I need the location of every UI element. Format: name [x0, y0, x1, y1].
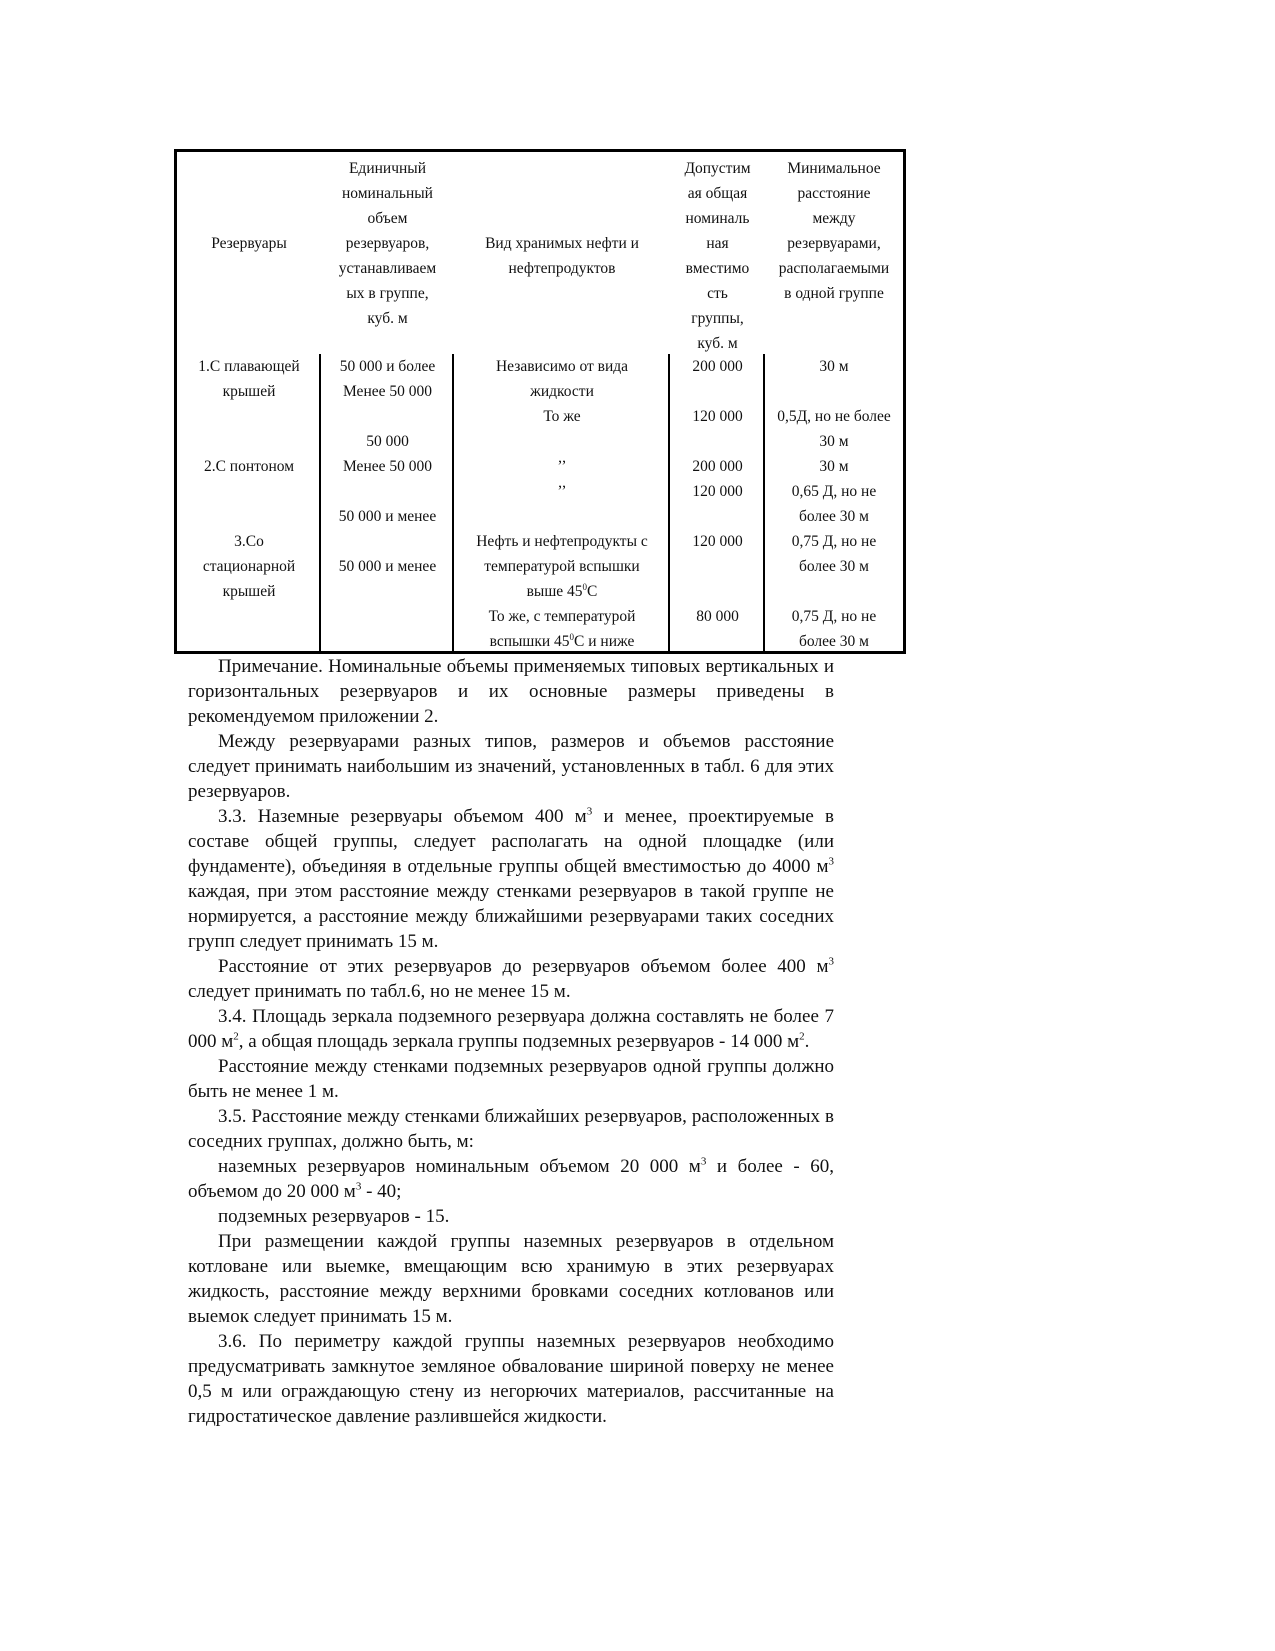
cell-volume: 50 000 и более — [339, 358, 436, 375]
cell-product: жидкости — [530, 383, 594, 400]
cell-product: ’’ — [557, 483, 567, 500]
cell-volume: 50 000 — [366, 433, 409, 450]
cell-distance: более 30 м — [799, 558, 869, 575]
column-tanks — [177, 152, 321, 651]
cell-product: вспышки $45^0С$ и ниже — [489, 631, 635, 650]
paragraph: При размещении каждой группы наземных резервуаров в отдельном котловане или выемке, вмещающим всю хранимую в этих резервуарах жидкость, расстояние между верхними бровками соседних котлованов или выемок следует принимать 15 м. — [188, 1231, 834, 1327]
col3-body — [454, 354, 670, 654]
cell-distance: 0,65 Д, но не — [791, 483, 877, 500]
cell-volume: 50 000 и менее — [338, 508, 437, 525]
cell-capacity: 200 000 — [692, 458, 743, 475]
cell-capacity: 200 000 — [692, 358, 743, 375]
header-unit-volume: Единичный номинальный объем резервуаров, устанавливаем ых в группе, куб. м — [338, 160, 437, 327]
cell-distance: 30 м — [819, 433, 849, 450]
section-3-6: 3.6. По периметру каждой группы наземных резервуаров необходимо предусматривать замкнутое земляное обвалование шириной поверху не менее 0,5 м или ограждающую стену из негорючих материалов, рассчитанные на гидростатическое давление разлившейся жидкости. — [188, 1331, 834, 1427]
paragraph: Между резервуарами разных типов, размеров и объемов расстояние следует принимать наибольшим из значений, установленных в табл. 6 для этих резервуаров. — [188, 731, 834, 802]
cell-product: Нефть и нефтепродукты с — [476, 533, 648, 550]
paragraph: Расстояние от этих резервуаров до резервуаров объемом более 400 $м^3$ следует принимать по табл.6, но не менее 15 м. — [188, 955, 834, 1002]
column-total-capacity — [670, 152, 765, 651]
cell-product: температурой вспышки — [484, 558, 640, 575]
cell-pontoon: 2.С понтоном — [203, 458, 295, 475]
col5-body — [765, 354, 903, 654]
paragraph: подземных резервуаров - 15. — [218, 1206, 450, 1227]
cell-capacity: 80 000 — [696, 608, 739, 625]
cell-distance: 0,5Д, но не более — [777, 408, 891, 425]
cell-volume: Менее 50 000 — [342, 458, 432, 475]
cell-fixed-roof-3: крышей — [222, 583, 276, 600]
section-3-3: 3.3. Наземные резервуары объемом 400 $м^3$ и менее, проектируемые в составе общей группы, следует располагать на одной площадке (или фундаменте), объединяя в отдельные группы общей вместимостью до 4000 $м^3$ каждая, при этом расстояние между стенками резервуаров в такой группе не нормируется, а расстояние между ближайшими резервуарами таких соседних групп следует принимать 15 м. — [188, 805, 834, 952]
cell-volume: Менее 50 000 — [342, 383, 432, 400]
column-unit-volume — [321, 152, 454, 651]
section-3-4: 3.4. Площадь зеркала подземного резервуара должна составлять не более 7 000 $м^2$, а общая площадь зеркала группы подземных резервуаров - 14 000 $м^2$. — [188, 1006, 834, 1052]
cell-product: выше $45^0С$ — [526, 581, 598, 600]
body-text — [188, 654, 834, 1429]
header-min-distance: Минимальное расстояние между резервуарами, располагаемыми в одной группе — [778, 160, 890, 302]
col2-body — [321, 354, 454, 579]
header-total-capacity: Допустим ая общая номиналь ная вместимо сть группы, куб. м — [684, 160, 751, 352]
cell-distance: 30 м — [819, 458, 849, 475]
tank-distance-table — [174, 149, 906, 654]
cell-distance: 0,75 Д, но не — [791, 533, 877, 550]
cell-fixed-roof: 3.Со — [234, 533, 264, 550]
cell-floating-roof-2: крышей — [222, 383, 276, 400]
col4-body — [670, 354, 765, 629]
paragraph: наземных резервуаров номинальным объемом 20 000 $м^3$ и более - 60, объемом до 20 000 $м^3 - 40$; — [188, 1155, 835, 1202]
cell-distance: 0,75 Д, но не — [791, 608, 877, 625]
cell-floating-roof: 1.С плавающей — [198, 358, 300, 375]
cell-product: То же, с температурой — [488, 608, 636, 625]
cell-fixed-roof-2: стационарной — [202, 558, 296, 575]
cell-capacity: 120 000 — [692, 408, 743, 425]
cell-capacity: 120 000 — [692, 533, 743, 550]
cell-volume: 50 000 и менее — [338, 558, 437, 575]
cell-distance: 30 м — [819, 358, 849, 375]
header-product-type: Вид хранимых нефти и нефтепродуктов — [485, 235, 639, 277]
section-3-5: 3.5. Расстояние между стенками ближайших резервуаров, расположенных в соседних группах, должно быть, м: — [188, 1106, 834, 1152]
column-product-type — [454, 152, 670, 651]
cell-product: То же — [543, 408, 581, 425]
cell-product: Независимо от вида — [495, 358, 629, 375]
paragraph: Расстояние между стенками подземных резервуаров одной группы должно быть не менее 1 м. — [188, 1056, 834, 1102]
note-paragraph: Примечание. Номинальные объемы применяемых типовых вертикальных и горизонтальных резервуаров и их основные размеры приведены в рекомендуемом приложении 2. — [188, 656, 834, 727]
col1-body — [177, 354, 321, 604]
cell-distance: более 30 м — [799, 633, 869, 650]
cell-capacity: 120 000 — [692, 483, 743, 500]
header-tanks: Резервуары — [211, 235, 287, 252]
cell-distance: более 30 м — [799, 508, 869, 525]
cell-product: ’’ — [557, 458, 567, 475]
column-min-distance — [765, 152, 903, 651]
